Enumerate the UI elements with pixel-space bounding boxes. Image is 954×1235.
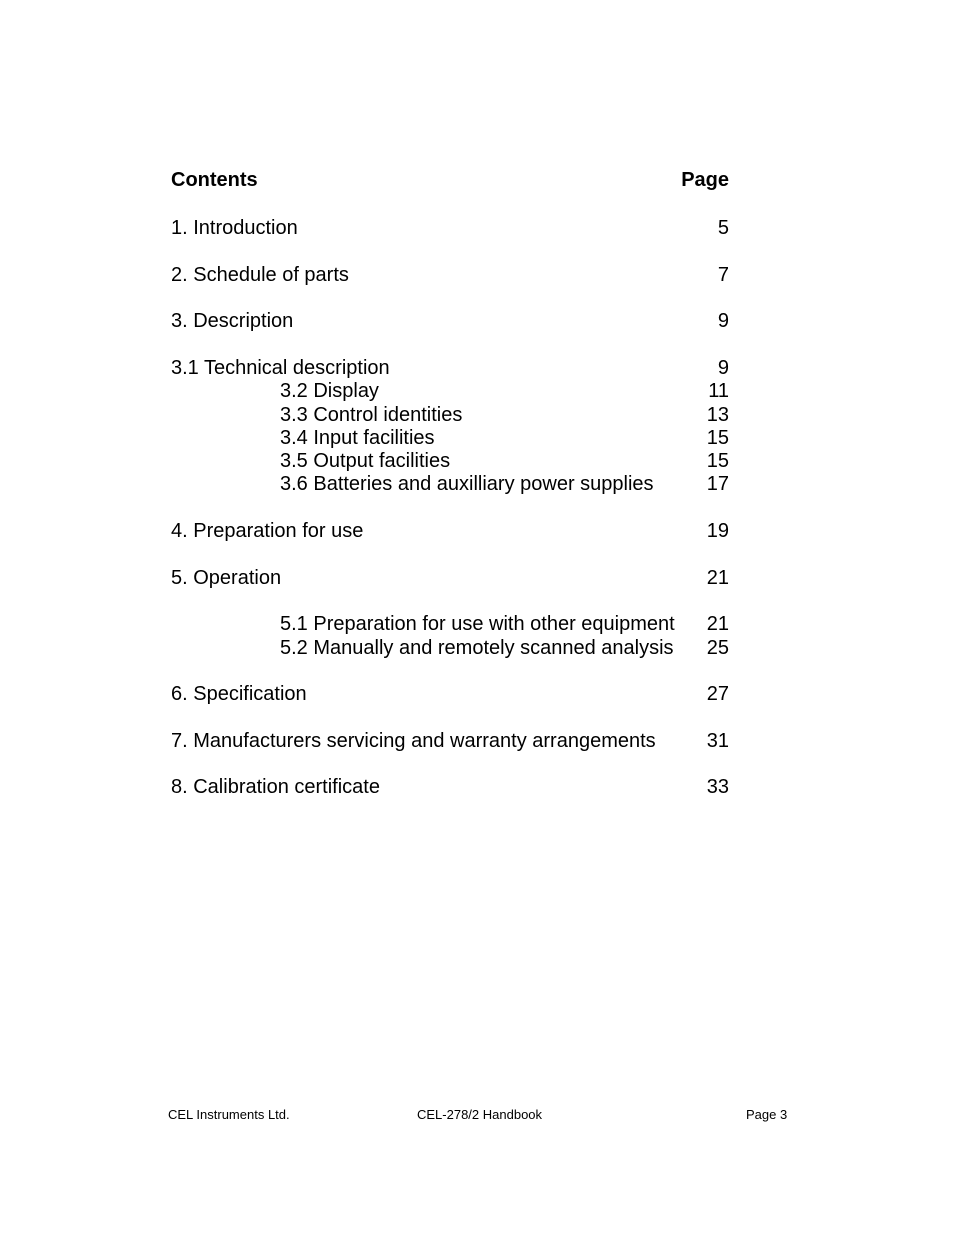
toc-entry-servicing-warranty[interactable] <box>171 730 729 753</box>
toc-entry-label: 3.5 Output facilities <box>280 450 451 472</box>
toc-entry-description[interactable] <box>171 310 729 333</box>
toc-entry-label: 8. Calibration certificate <box>171 776 380 798</box>
toc-entry-display[interactable] <box>171 380 729 403</box>
footer-page-number: Page 3 <box>746 1107 788 1122</box>
toc-entry-page: 15 <box>706 427 729 449</box>
toc-entry-calibration-certificate[interactable] <box>171 776 729 799</box>
toc-entry-label: 5.1 Preparation for use with other equipment <box>280 613 675 635</box>
toc-entry-label: 7. Manufacturers servicing and warranty arrangements <box>171 730 656 752</box>
toc-entry-page: 33 <box>706 776 729 798</box>
toc-entry-label: 3.2 Display <box>280 380 379 402</box>
toc-entry-label: 5. Operation <box>171 567 282 589</box>
toc-entry-batteries[interactable] <box>171 473 729 496</box>
toc-entry-page: 13 <box>706 404 729 426</box>
toc-entry-label: 5.2 Manually and remotely scanned analysis <box>280 637 674 659</box>
toc-entry-label: 3. Description <box>171 310 294 332</box>
toc-entry-control-identities[interactable] <box>171 404 729 427</box>
toc-entry-output-facilities[interactable] <box>171 450 729 473</box>
toc-entry-page: 5 <box>717 217 729 239</box>
toc-entry-page: 9 <box>717 357 729 379</box>
footer-company: CEL Instruments Ltd. <box>168 1107 290 1122</box>
toc-entry-page: 27 <box>706 683 729 705</box>
toc-entry-page: 17 <box>706 473 729 495</box>
contents-heading: Contents <box>171 169 258 191</box>
toc-entry-label: 4. Preparation for use <box>171 520 364 542</box>
toc-entry-technical-description[interactable] <box>171 357 729 380</box>
toc-entry-label: 3.1 Technical description <box>171 357 390 379</box>
toc-entry-label: 2. Schedule of parts <box>171 264 349 286</box>
toc-entry-preparation-for-use[interactable] <box>171 520 729 543</box>
toc-entry-introduction[interactable] <box>171 217 729 240</box>
toc-entry-page: 15 <box>706 450 729 472</box>
footer-document-title: CEL-278/2 Handbook <box>417 1107 543 1122</box>
toc-entry-schedule-of-parts[interactable] <box>171 264 729 287</box>
toc-entry-page: 9 <box>717 310 729 332</box>
toc-entry-label: 3.3 Control identities <box>280 404 463 426</box>
toc-entry-page: 11 <box>708 380 729 402</box>
toc-entry-input-facilities[interactable] <box>171 427 729 450</box>
toc-entry-scanned-analysis[interactable] <box>171 637 729 660</box>
toc-entry-page: 25 <box>706 637 729 659</box>
toc-entry-label: 1. Introduction <box>171 217 298 239</box>
toc-entry-page: 7 <box>717 264 729 286</box>
toc-entry-page: 21 <box>706 613 729 635</box>
toc-entry-preparation-other-equipment[interactable] <box>171 613 729 636</box>
page-column-heading: Page <box>681 169 729 191</box>
toc-entry-operation[interactable] <box>171 567 729 590</box>
toc-entry-label: 6. Specification <box>171 683 307 705</box>
toc-entry-label: 3.4 Input facilities <box>280 427 435 449</box>
toc-entry-page: 31 <box>706 730 729 752</box>
toc-entry-label: 3.6 Batteries and auxilliary power supplies <box>280 473 654 495</box>
table-of-contents <box>171 168 729 798</box>
toc-entry-page: 19 <box>706 520 729 542</box>
toc-entry-specification[interactable] <box>171 683 729 706</box>
toc-entry-page: 21 <box>706 567 729 589</box>
toc-header <box>171 168 729 192</box>
